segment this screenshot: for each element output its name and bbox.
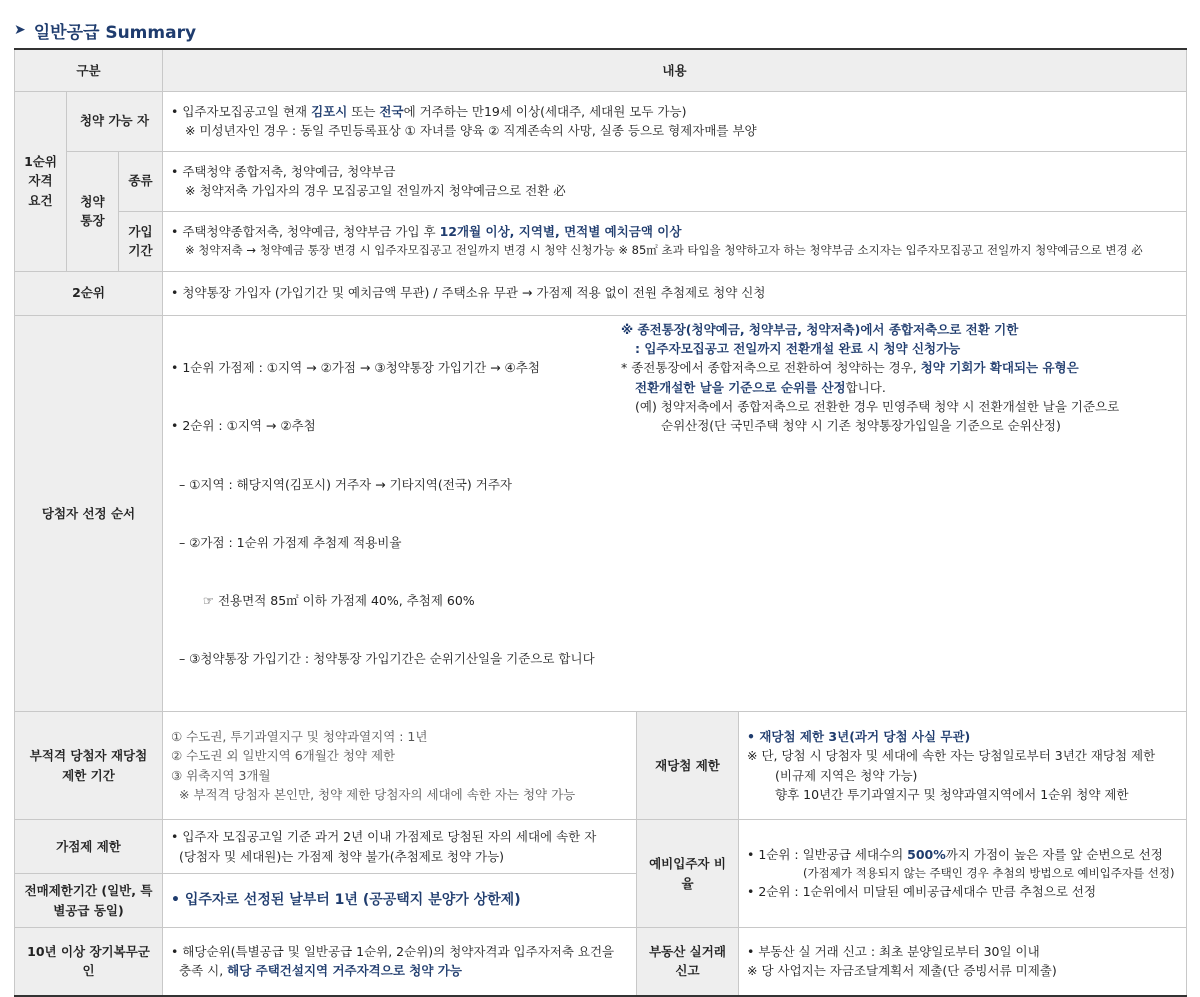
score-limit-content	[163, 820, 637, 874]
rank2-line: • 청약통장 가입자 (가입기간 및 예치금액 무관) / 주택소유 무관 → 가점제 적용 없이 전원 추첨제로 청약 신청	[171, 285, 765, 300]
header-content: 내용	[163, 49, 1187, 91]
order-left-line: – ①지역 : 해당지역(김포시) 거주자 → 기타지역(전국) 거주자	[171, 476, 512, 492]
order-left-line: • 1순위 가점제 : ①지역 → ②가점 → ③청약통장 가입기간 → ④추첨	[171, 360, 540, 376]
score-limit-label: 가점제 제한	[15, 820, 163, 874]
reserve-content	[739, 820, 1187, 928]
rewin-label: 재당첨 제한	[637, 712, 739, 820]
reserve-line: • 2순위 : 1순위에서 미달된 예비공급세대수 만큼 추첨으로 선정	[747, 884, 1097, 900]
order-left-line: ☞ 전용면적 85㎡ 이하 가점제 40%, 추첨제 60%	[171, 592, 475, 608]
eligible-label: 청약 가능 자	[67, 91, 163, 151]
unfit-line: ② 수도권 외 일반지역 6개월간 청약 제한	[171, 748, 396, 764]
order-right-line: 순위산정(단 국민주택 청약 시 기존 청약통장가입일을 기준으로 순위산정)	[661, 418, 1061, 434]
reserve-label: 예비입주자 비율	[637, 820, 739, 928]
order-right-line: * 종전통장에서 종합저축으로 전환하여 청약하는 경우, 청약 기회가 확대되는 유형은	[621, 360, 1079, 376]
order-right	[621, 320, 1178, 708]
rank2-content	[163, 271, 1187, 315]
table-row	[15, 91, 1187, 151]
rewin-line: (비규제 지역은 청약 가능)	[775, 767, 918, 783]
rank2-label: 2순위	[15, 271, 163, 315]
order-right-line: ※ 종전통장(청약예금, 청약부금, 청약저축)에서 종합저축으로 전환 기한	[621, 321, 1019, 337]
order-content	[163, 315, 1187, 712]
table-header-row	[15, 49, 1187, 91]
type-label: 종류	[119, 151, 163, 211]
rewin-line: 향후 10년간 투기과열지구 및 청약과열지역에서 1순위 청약 제한	[775, 786, 1129, 802]
section-title-text: 일반공급 Summary	[33, 22, 197, 43]
order-right-line: : 입주자모집공고 전일까지 전환개설 완료 시 청약 신청가능	[635, 340, 961, 356]
header-category: 구분	[15, 49, 163, 91]
summary-table	[14, 48, 1187, 997]
realestate-label: 부동산 실거래 신고	[637, 928, 739, 996]
veteran-label: 10년 이상 장기복무군인	[15, 928, 163, 996]
table-row	[15, 712, 1187, 820]
resale-content	[163, 874, 637, 928]
table-row	[15, 151, 1187, 211]
unfit-content	[163, 712, 637, 820]
period-content	[163, 211, 1187, 271]
unfit-line: ③ 위축지역 3개월	[171, 767, 271, 783]
type-content	[163, 151, 1187, 211]
table-row	[15, 315, 1187, 712]
unfit-line: ※ 부적격 당첨자 본인만, 청약 제한 당첨자의 세대에 속한 자는 청약 가능	[179, 786, 576, 802]
order-left	[171, 320, 621, 708]
unfit-label: 부적격 당첨자 재당첨 제한 기간	[15, 712, 163, 820]
order-left-line: – ②가점 : 1순위 가점제 추첨제 적용비율	[171, 534, 402, 550]
score-limit-line: • 입주자 모집공고일 기준 과거 2년 이내 가점제로 당첨된 자의 세대에 속한 자	[171, 827, 628, 846]
unfit-line: ① 수도권, 투기과열지구 및 청약과열지역 : 1년	[171, 728, 428, 744]
eligible-line2: ※ 미성년자인 경우 : 동일 주민등록표상 ① 자녀를 양육 ② 직계존속의 사망, 실종 등으로 형제자매를 부양	[185, 123, 757, 138]
rewin-line: • 재당첨 제한 3년(과거 당첨 사실 무관)	[747, 728, 971, 744]
order-label: 당첨자 선정 순서	[15, 315, 163, 712]
veteran-line: • 해당순위(특별공급 및 일반공급 1순위, 2순위)의 청약자격과 입주자저축 요건을	[171, 942, 628, 961]
period-line2: ※ 청약저축 → 청약예금 통장 변경 시 입주자모집공고 전일까지 변경 시 청약 신청가능 ※ 85㎡ 초과 타입을 청약하고자 하는 청약부금 소지자는 입주자모집공고 전일까지 청약예금으로 변경 必	[185, 242, 1143, 257]
table-row	[15, 211, 1187, 271]
realestate-line: ※ 당 사업지는 자금조달계획서 제출(단 증빙서류 미제출)	[747, 963, 1057, 979]
reserve-line: • 1순위 : 일반공급 세대수의 500%까지 가점이 높은 자를 앞 순번으로 선정	[747, 847, 1163, 863]
period-label: 가입 기간	[119, 211, 163, 271]
order-left-line: • 2순위 : ①지역 → ②추첨	[171, 418, 316, 434]
resale-label: 전매제한기간 (일반, 특별공급 동일)	[15, 874, 163, 928]
resale-line: • 입주자로 선정된 날부터 1년 (공공택지 분양가 상한제)	[171, 891, 521, 908]
period-line1: • 주택청약종합저축, 청약예금, 청약부금 가입 후 12개월 이상, 지역별, 면적별 예치금액 이상	[171, 224, 682, 240]
veteran-content	[163, 928, 637, 996]
realestate-content	[739, 928, 1187, 996]
reserve-line: (가점제가 적용되지 않는 주택인 경우 추첨의 방법으로 예비입주자를 선정)	[803, 865, 1175, 880]
type-line1: • 주택청약 종합저축, 청약예금, 청약부금	[171, 162, 1178, 181]
order-right-line: (예) 청약저축에서 종합저축으로 전환한 경우 민영주택 청약 시 전환개설한 날을 기준으로	[635, 399, 1120, 414]
table-row	[15, 928, 1187, 996]
table-row	[15, 271, 1187, 315]
veteran-line: 충족 시, 해당 주택건설지역 거주자격으로 청약 가능	[179, 963, 462, 979]
account-label: 청약 통장	[67, 151, 119, 271]
order-right-line: 전환개설한 날을 기준으로 순위를 산정합니다.	[635, 379, 886, 395]
order-left-line: – ③청약통장 가입기간 : 청약통장 가입기간은 순위기산일을 기준으로 합니다	[171, 650, 595, 666]
rank1-label: 1순위 자격 요건	[15, 91, 67, 271]
section-title	[14, 16, 196, 44]
eligible-content	[163, 91, 1187, 151]
realestate-line: • 부동산 실 거래 신고 : 최초 분양일로부터 30일 이내	[747, 943, 1040, 959]
type-line2: ※ 청약저축 가입자의 경우 모집공고일 전일까지 청약예금으로 전환 必	[185, 183, 566, 198]
triangle-right-icon: ➤	[14, 22, 26, 38]
rewin-content	[739, 712, 1187, 820]
rewin-line: ※ 단, 당첨 시 당첨자 및 세대에 속한 자는 당첨일로부터 3년간 재당첨 제한	[747, 748, 1156, 764]
table-row	[15, 820, 1187, 874]
eligible-line1: • 입주자모집공고일 현재 김포시 또는 전국에 거주하는 만19세 이상(세대주, 세대원 모두 가능)	[171, 103, 687, 119]
score-limit-line: (당첨자 및 세대원)는 가점제 청약 불가(추첨제로 청약 가능)	[179, 848, 505, 864]
